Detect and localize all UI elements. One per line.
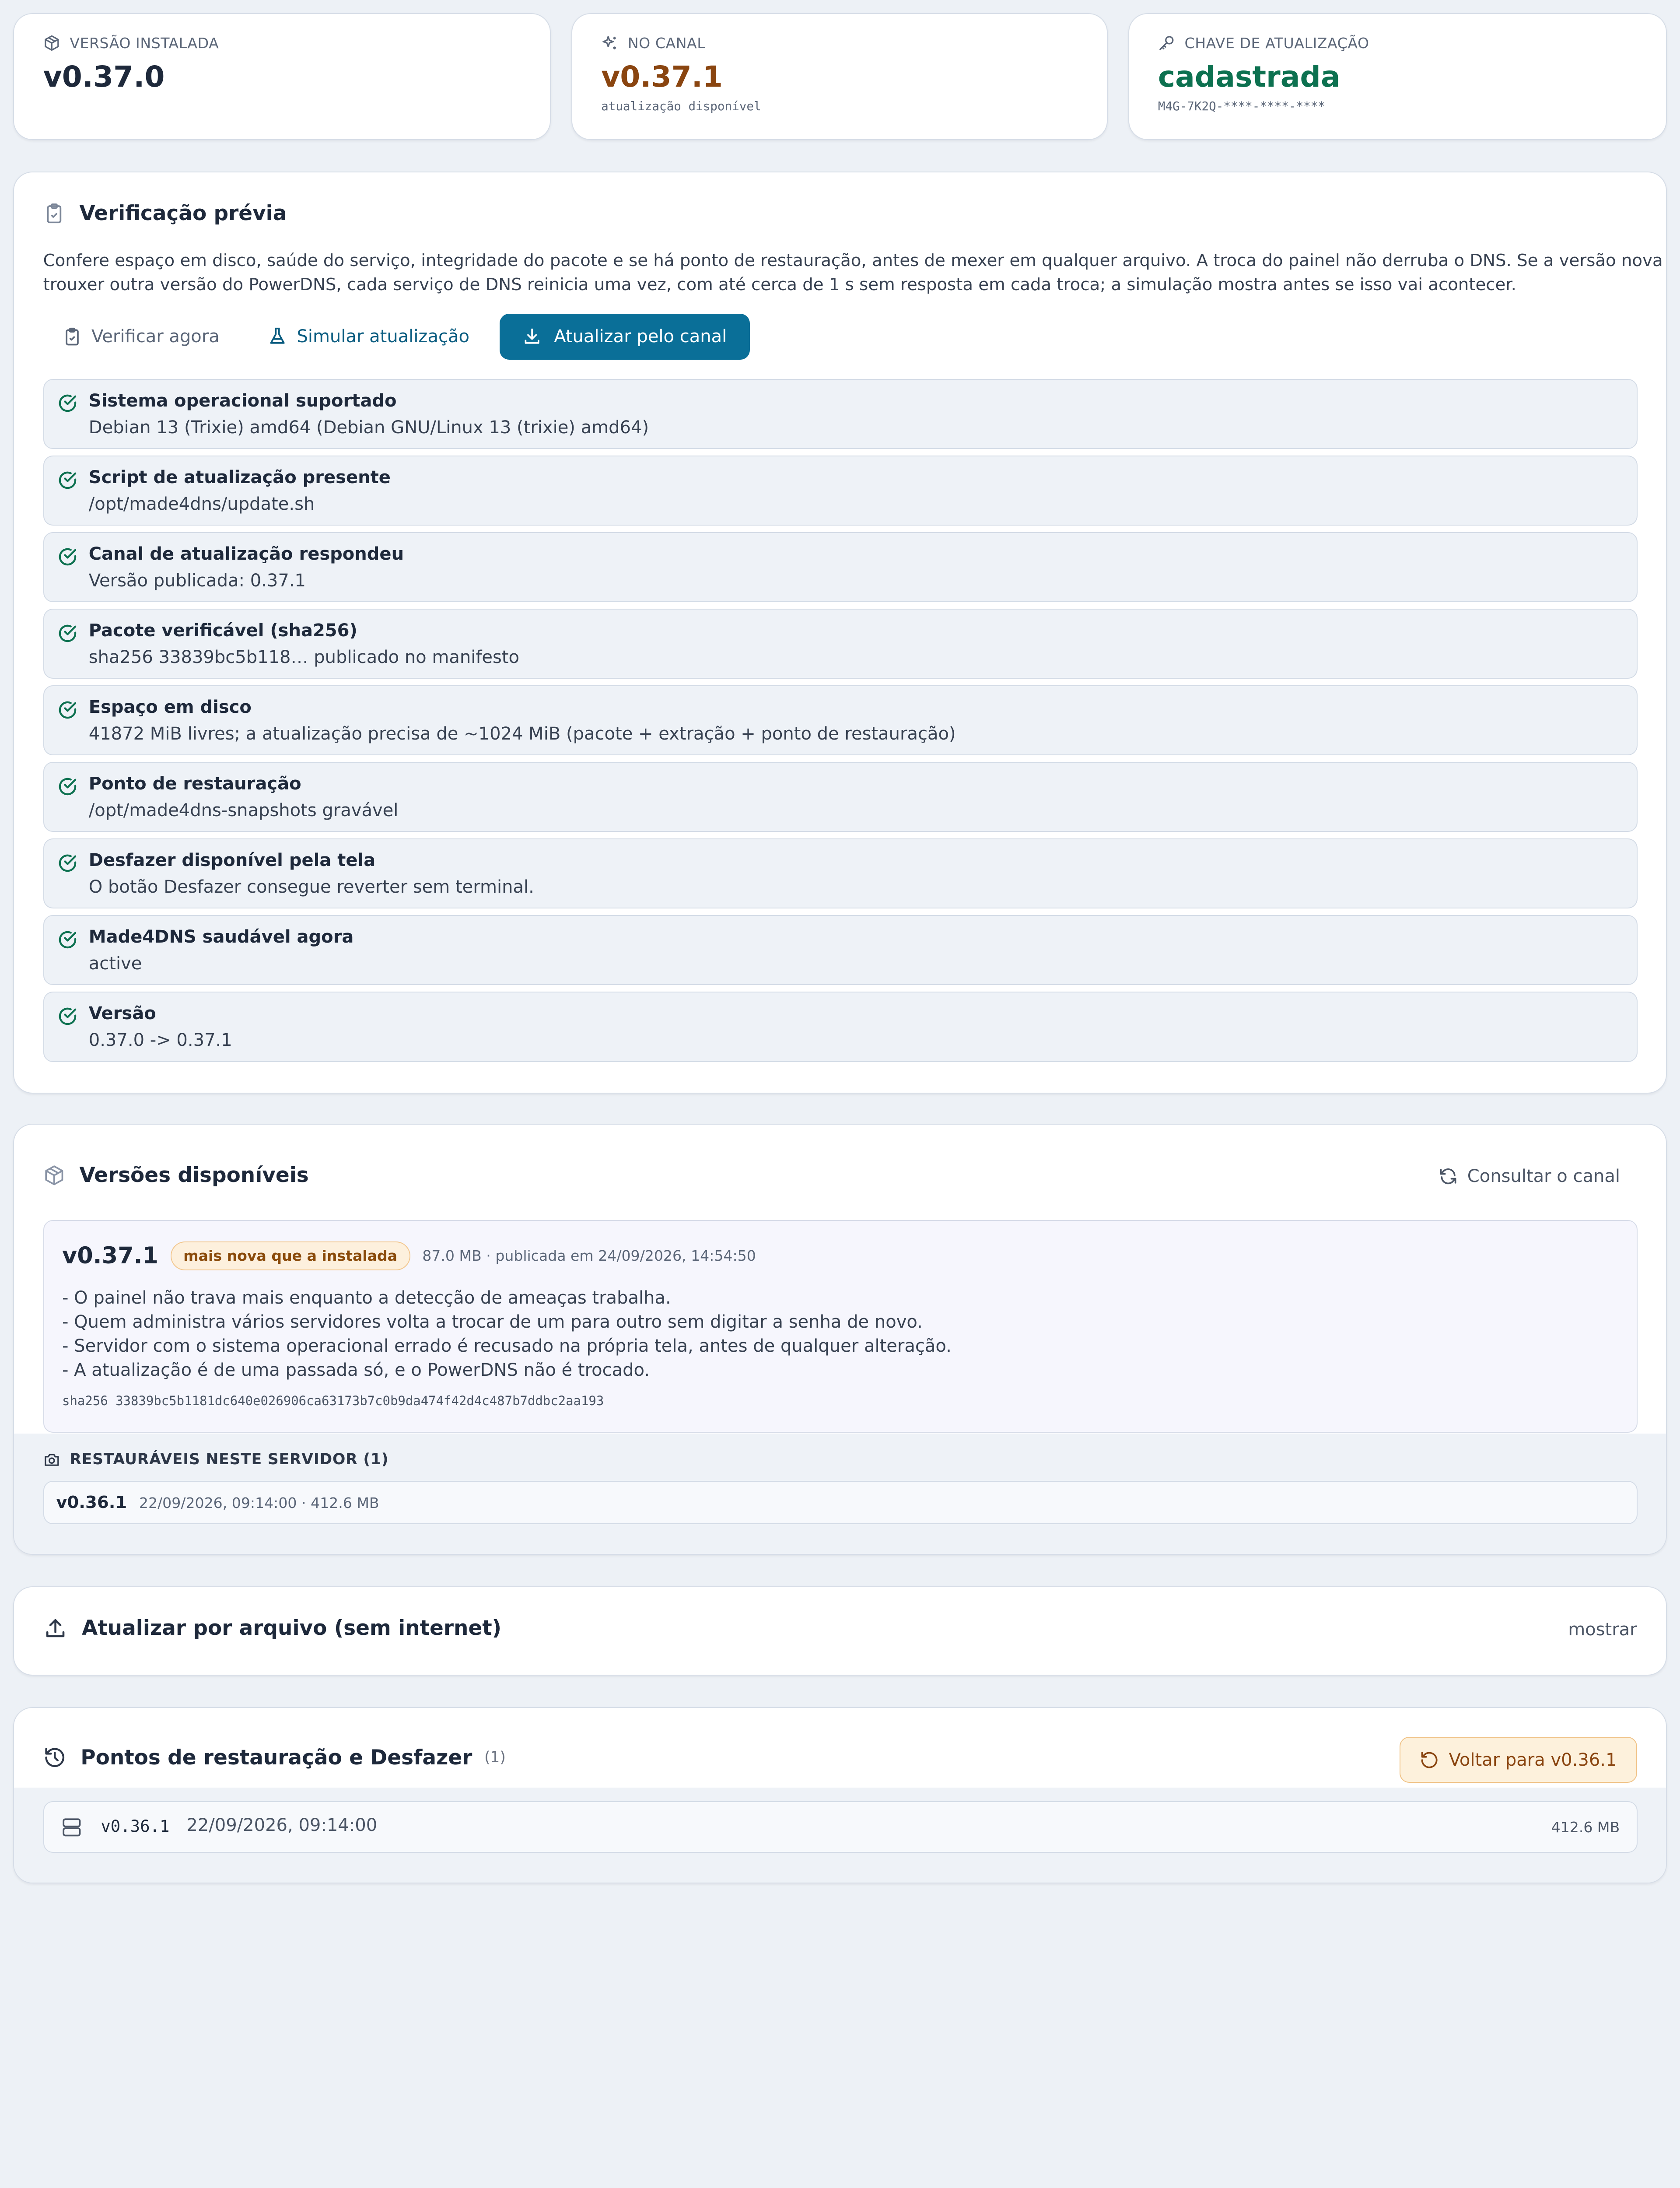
offline-update-title: Atualizar por arquivo (sem internet) — [81, 1616, 502, 1641]
check-now-button[interactable] — [43, 314, 239, 360]
restore-point-row — [43, 1801, 1638, 1853]
precheck-item-detail: Versão publicada: 0.37.1 — [88, 570, 306, 591]
precheck-item-detail: /opt/made4dns-snapshots gravável — [88, 800, 399, 820]
update-from-channel-label: Atualizar pelo canal — [554, 326, 727, 347]
precheck-item — [43, 609, 1638, 679]
check-circle-icon — [57, 470, 78, 491]
restorable-version: v0.36.1 — [56, 1492, 127, 1512]
package-icon — [43, 35, 60, 52]
channel-version-card — [571, 13, 1108, 140]
show-toggle[interactable]: mostrar — [1568, 1620, 1637, 1640]
channel-version-sub: atualização disponível — [601, 98, 761, 113]
package-icon — [43, 1164, 65, 1186]
precheck-item-title: Desfazer disponível pela tela — [88, 850, 376, 871]
download-icon — [522, 327, 542, 346]
history-icon — [43, 1746, 66, 1769]
versions-title: Versões disponíveis — [79, 1163, 309, 1187]
precheck-item-title: Espaço em disco — [88, 697, 252, 718]
channel-version-value: v0.37.1 — [601, 60, 723, 94]
release-version: v0.37.1 — [62, 1242, 158, 1269]
server-icon — [61, 1816, 83, 1838]
update-key-value: cadastrada — [1158, 60, 1340, 94]
precheck-item — [43, 992, 1638, 1062]
precheck-item-detail: sha256 33839bc5b118… publicado no manifesto — [88, 647, 520, 667]
release-sha256: sha256 33839bc5b1181dc640e026906ca63173b7c0b9da474f42d4c487b7ddbc2aa193 — [62, 1393, 604, 1409]
precheck-item-detail: 0.37.0 -> 0.37.1 — [88, 1030, 232, 1050]
flask-icon — [268, 327, 287, 346]
precheck-item — [43, 456, 1638, 526]
clipboard-icon — [43, 201, 65, 225]
offline-update-card[interactable] — [13, 1586, 1667, 1676]
installed-version-card — [13, 13, 551, 140]
precheck-description-line-2: trouxer outra versão do PowerDNS, cada serviço de DNS reinicia uma vez, com até cerca de 1 s sem resposta em cada troca; a simulação mostra antes se isso vai acontecer. — [43, 275, 1516, 295]
update-key-card — [1128, 13, 1667, 140]
precheck-item — [43, 379, 1638, 449]
release-note: - Servidor com o sistema operacional errado é recusado na própria tela, antes de qualquer alteração. — [62, 1336, 952, 1357]
precheck-item-title: Made4DNS saudável agora — [88, 927, 354, 947]
precheck-item-title: Versão — [88, 1003, 156, 1024]
update-key-label-row — [1158, 34, 1637, 53]
precheck-description — [43, 249, 1663, 297]
undo-icon — [1420, 1750, 1439, 1770]
check-circle-icon — [57, 1006, 78, 1027]
revert-button[interactable] — [1400, 1737, 1637, 1783]
check-now-label: Verificar agora — [91, 326, 220, 347]
precheck-card — [13, 172, 1667, 1093]
precheck-item-title: Script de atualização presente — [88, 467, 391, 487]
newer-badge: mais nova que a instalada — [171, 1241, 410, 1270]
query-channel-button[interactable] — [1421, 1154, 1637, 1199]
precheck-item-title: Sistema operacional suportado — [88, 390, 397, 411]
check-circle-icon — [57, 393, 78, 414]
precheck-title: Verificação prévia — [79, 201, 287, 226]
restorable-title: RESTAURÁVEIS NESTE SERVIDOR (1) — [70, 1450, 389, 1468]
restorable-header — [43, 1451, 389, 1468]
release-note: - A atualização é de uma passada só, e o PowerDNS não é trocado. — [62, 1360, 650, 1381]
restore-points-header — [43, 1746, 506, 1770]
check-circle-icon — [57, 929, 78, 950]
offline-update-header — [43, 1616, 502, 1640]
check-circle-icon — [57, 776, 78, 797]
update-key-masked: M4G-7K2Q-****-****-**** — [1158, 98, 1325, 113]
restore-points-card — [13, 1707, 1667, 1883]
check-circle-icon — [57, 853, 78, 873]
precheck-actions — [43, 314, 750, 360]
restorable-meta: 22/09/2026, 09:14:00 · 412.6 MB — [139, 1494, 379, 1511]
precheck-item-detail: 41872 MiB livres; a atualização precisa de ~1024 MiB (pacote + extração + ponto de restauração) — [88, 723, 956, 744]
restore-points-count: (1) — [484, 1749, 506, 1767]
clipboard-check-icon — [63, 327, 82, 346]
restore-points-title: Pontos de restauração e Desfazer — [80, 1745, 472, 1770]
restore-point-version: v0.36.1 — [101, 1816, 170, 1836]
check-circle-icon — [57, 700, 78, 720]
precheck-item-detail: Debian 13 (Trixie) amd64 (Debian GNU/Linux 13 (trixie) amd64) — [88, 417, 649, 438]
precheck-item-detail: /opt/made4dns/update.sh — [88, 494, 315, 514]
update-key-label: CHAVE DE ATUALIZAÇÃO — [1184, 35, 1369, 52]
precheck-item — [43, 915, 1638, 985]
release-notes — [62, 1286, 952, 1383]
check-circle-icon — [57, 623, 78, 644]
precheck-header — [43, 201, 287, 225]
installed-version-value: v0.37.0 — [43, 60, 165, 94]
upload-icon — [43, 1616, 67, 1640]
precheck-item-title: Ponto de restauração — [88, 774, 301, 794]
channel-version-label-row — [601, 34, 1078, 53]
restorable-item — [43, 1481, 1638, 1524]
restore-points-list — [14, 1788, 1667, 1883]
check-circle-icon — [57, 547, 78, 567]
update-from-channel-button[interactable] — [500, 314, 750, 360]
installed-version-label: VERSÃO INSTALADA — [70, 35, 219, 52]
precheck-item — [43, 838, 1638, 908]
revert-label: Voltar para v0.36.1 — [1449, 1750, 1617, 1770]
camera-icon — [43, 1451, 60, 1468]
precheck-item-detail: active — [88, 953, 142, 974]
query-channel-label: Consultar o canal — [1467, 1166, 1620, 1187]
restore-point-size: 412.6 MB — [1551, 1819, 1620, 1836]
refresh-icon — [1438, 1167, 1458, 1186]
precheck-item — [43, 532, 1638, 602]
versions-header — [43, 1163, 309, 1187]
release-header — [62, 1241, 756, 1270]
release-note: - O painel não trava mais enquanto a detecção de ameaças trabalha. — [62, 1287, 671, 1308]
release-entry — [43, 1220, 1638, 1433]
precheck-item — [43, 685, 1638, 755]
precheck-description-line-1: Confere espaço em disco, saúde do serviço, integridade do pacote e se há ponto de restauração, antes de mexer em qualquer arquivo. A troca do painel não derruba o DNS. Se a versão nova — [43, 250, 1663, 270]
release-meta: 87.0 MB · publicada em 24/09/2026, 14:54:50 — [422, 1247, 756, 1265]
precheck-item-title: Canal de atualização respondeu — [88, 544, 404, 565]
key-icon — [1158, 35, 1175, 52]
installed-version-label-row — [43, 34, 521, 53]
sparkles-icon — [601, 35, 618, 52]
release-note: - Quem administra vários servidores volta a trocar de um para outro sem digitar a senha de novo. — [62, 1311, 923, 1332]
simulate-update-label: Simular atualização — [297, 326, 469, 347]
channel-version-label: NO CANAL — [627, 35, 706, 52]
versions-card — [13, 1124, 1667, 1555]
restorable-section — [14, 1434, 1667, 1554]
precheck-item-detail: O botão Desfazer consegue reverter sem terminal. — [88, 877, 534, 897]
precheck-item — [43, 762, 1638, 832]
restore-point-date: 22/09/2026, 09:14:00 — [186, 1815, 378, 1835]
simulate-update-button[interactable] — [248, 314, 489, 360]
precheck-item-title: Pacote verificável (sha256) — [88, 621, 357, 641]
